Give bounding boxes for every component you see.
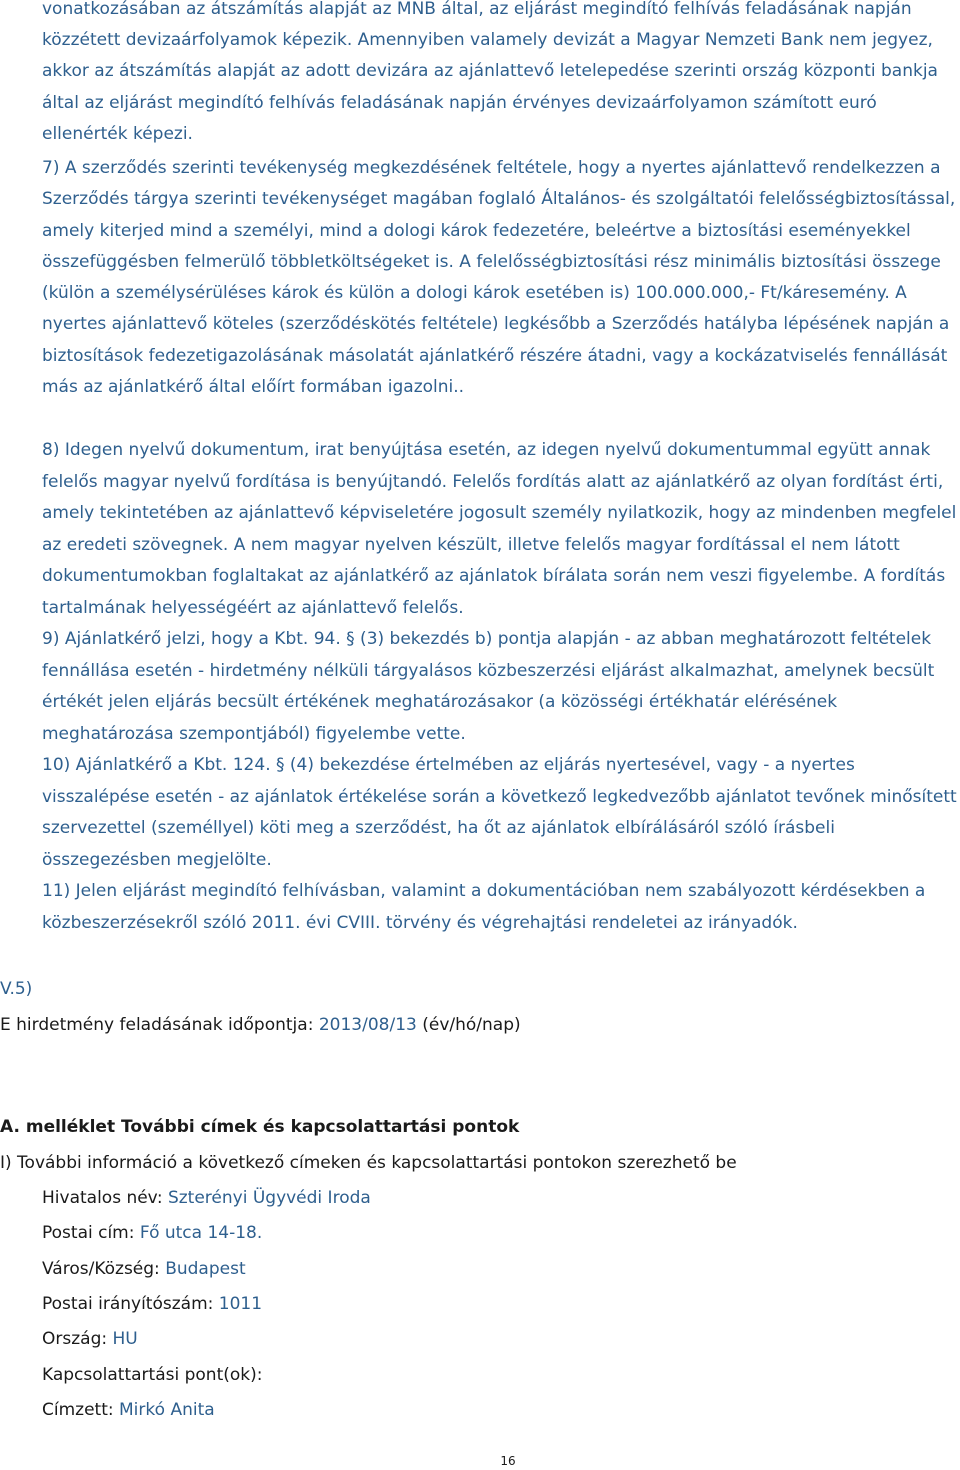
notice-date-label: E hirdetmény feladásának időpontja: [0,1015,314,1035]
field-label: Ország: [42,1329,108,1349]
field-value: HU [112,1329,138,1349]
paragraph-7: 7) A szerződés szerinti tevékenység megkezdésének feltétele, hogy a nyertes ajánlattevő rendelkezzen a Szerződés tárgya szerinti tevékenységet magában foglaló Általános- és szolgáltatói felelősségbiztosítással, amely kiterjed mind a személyi, mind a dologi károk fedezetére, beleértve a biztosítási eseményekkel összefüggésben felmerülő többletköltségeket is. A felelősségbiztosítási rész minimális biztosítási összege (külön a személysérüléses károk és külön a dologi károk esetében is) 100.000.000,- Ft/káresemény. A nyertes ajánlattevő köteles (szerződéskötés feltétele) legkésőbb a Szerződés hatályba lépésének napján a biztosítások fedezetigazolásának másolatát ajánlatkérő részére átadni, vagy a kockázatviselés fennállását más az ajánlatkérő által előírt formában igazolni.. [42,158,956,398]
field-label: Város/Község: [42,1259,160,1279]
field-value: Fő utca 14-18. [139,1223,263,1243]
field-postal-address [42,1218,262,1249]
annex-title: A. melléklet További címek és kapcsolattartási pontok [0,1117,520,1137]
page-number: 16 [500,1454,516,1468]
paragraph-8: 8) Idegen nyelvű dokumentum, irat benyújtása esetén, az idegen nyelvű dokumentummal együtt annak felelős magyar nyelvű fordítása is benyújtandó. Felelős fordítás alatt az ajánlatkérő az olyan fordítást érti, amely tekintetében az ajánlattevő képviseletére jogosult személy nyilatkozik, hogy az mindenben megfelel az eredeti szövegnek. A nem magyar nyelven készült, illetve felelős magyar fordítással el nem látott dokumentumokban foglaltakat az ajánlatkérő az ajánlatok bírálata során nem veszi figyelembe. A fordítás tartalmának helyességéért az ajánlattevő felelős. [42,440,957,618]
field-value: Mirkó Anita [119,1400,215,1420]
field-addressee [42,1395,215,1426]
section-marker: V.5) [0,979,33,999]
paragraph-9: 9) Ajánlatkérő jelzi, hogy a Kbt. 94. § (3) bekezdés b) pontja alapján - az abban meghatározott feltételek fennállása esetén - hirdetmény nélküli tárgyalásos közbeszerzési eljárást alkalmazhat, amelynek becsült értékét jelen eljárás becsült értékének meghatározásakor (a közösségi értékhatár elérésének meghatározása szempontjából) figyelembe vette. [42,629,935,744]
field-value: Szterényi Ügyvédi Iroda [167,1188,371,1208]
field-official-name [42,1183,371,1214]
field-city [42,1254,246,1285]
notice-date-line [0,1010,521,1041]
field-label: Kapcsolattartási pont(ok): [42,1365,263,1385]
field-value: Budapest [165,1259,246,1279]
notice-date-value: 2013/08/13 [318,1015,417,1035]
field-value: 1011 [218,1294,263,1314]
field-postal-code [42,1289,262,1320]
paragraph-11: 11) Jelen eljárást megindító felhívásban, valamint a dokumentációban nem szabályozott kérdésekben a közbeszerzésekről szóló 2011. évi CVIII. törvény és végrehajtási rendeletei az irányadók. [42,881,926,933]
field-label: Címzett: [42,1400,114,1420]
field-contact-points [42,1360,262,1391]
field-country [42,1324,138,1355]
field-label: Postai irányítószám: [42,1294,214,1314]
notice-date-format: (év/hó/nap) [422,1015,521,1035]
field-label: Postai cím: [42,1223,135,1243]
paragraph-intro: vonatkozásában az átszámítás alapját az MNB által, az eljárást megindító felhívás feladásának napján közzétett devizaárfolyamok képezik. Amennyiben valamely devizát a Magyar Nemzeti Bank nem jegyez, akkor az átszámítás alapját az adott devizára az ajánlattevő letelepedése szerinti ország központi bankja által az eljárást megindító felhívás feladásának napján érvényes devizaárfolyamon számított euró ellenérték képezi. [42,0,938,144]
field-label: Hivatalos név: [42,1188,163,1208]
paragraph-10: 10) Ajánlatkérő a Kbt. 124. § (4) bekezdése értelmében az eljárás nyertesével, vagy - a nyertes visszalépése esetén - az ajánlatok értékelése során a következő legkedvezőbb ajánlatot tevőnek minősített szervezettel (személlyel) köti meg a szerződést, ha őt az ajánlatok elbírálásáról szóló írásbeli összegezésben megjelölte. [42,755,957,870]
annex-intro: I) További információ a következő címeken és kapcsolattartási pontokon szerezhető be [0,1153,737,1173]
